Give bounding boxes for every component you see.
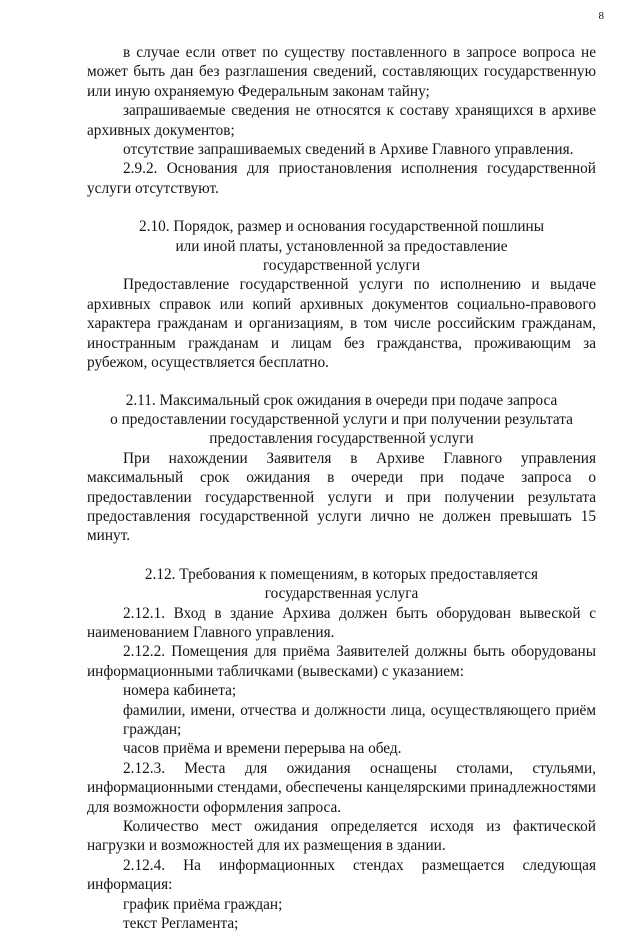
paragraph: При нахождении Заявителя в Архиве Главного управления максимальный срок ожидания в очереди при подаче запроса о предоставлении государственной услуги и при получении результата предоставления государственной услуги лично не должен превышать 15 минут. [87,449,596,545]
list-item: фамилии, имени, отчества и должности лица, осуществляющего приём граждан; [123,701,596,738]
document-body [87,43,596,933]
section-heading-line: 2.12. Требования к помещениям, в которых предоставляется [144,565,539,583]
paragraph: отсутствие запрашиваемых сведений в Архиве Главного управления. [123,141,574,159]
paragraph: 2.12.4. На информационных стендах размещается следующая информация: [87,856,596,894]
section-heading-line: 2.10. Порядок, размер и основания государственной пошлины [139,218,544,236]
paragraph: запрашиваемые сведения не относятся к составу хранящихся в архиве архивных документов; [87,102,596,139]
list-item: часов приёма и времени перерыва на обед. [123,740,402,758]
paragraph: Количество мест ожидания определяется исходя из фактической нагрузки и возможностей для их размещения в здании. [87,818,596,855]
section-heading-line: предоставления государственной услуги [209,430,474,448]
section-heading-line: или иной платы, установленной за предоставление [175,237,508,255]
section-heading-line: о предоставлении государственной услуги и при получении результата [110,410,573,428]
paragraph: 2.9.2. Основания для приостановления исполнения государственной услуги отсутствуют. [87,160,596,197]
paragraph: 2.12.1. Вход в здание Архива должен быть оборудован вывеской с наименованием Главного управления. [87,604,596,641]
list-item: номера кабинета; [123,682,237,700]
paragraph: 2.12.3. Места для ожидания оснащены столами, стульями, информационными стендами, обеспечены канцелярскими принадлежностями для возможности оформления запроса. [87,759,596,816]
list-item: график приёма граждан; [123,895,283,913]
page-number: 8 [598,10,604,22]
section-heading-line: государственная услуга [264,585,419,603]
paragraph: в случае если ответ по существу поставленного в запросе вопроса не может быть дан без разглашения сведений, составляющих государственную или иную охраняемую Федеральным законам тайну; [87,44,596,100]
paragraph: Предоставление государственной услуги по исполнению и выдаче архивных справок или копий архивных документов социально-правового характера гражданам и организациям, в том числе российским гражданам, иностранным гражданам и лицам без гражданства, проживающим за рубежом, осуществляется бесплатно. [87,276,596,372]
section-heading-line: государственной услуги [262,257,421,275]
list-item: текст Регламента; [123,915,239,933]
section-heading-line: 2.11. Максимальный срок ожидания в очереди при подаче запроса [125,391,558,409]
paragraph: 2.12.2. Помещения для приёма Заявителей должны быть оборудованы информационными табличками (вывесками) с указанием: [87,643,596,680]
